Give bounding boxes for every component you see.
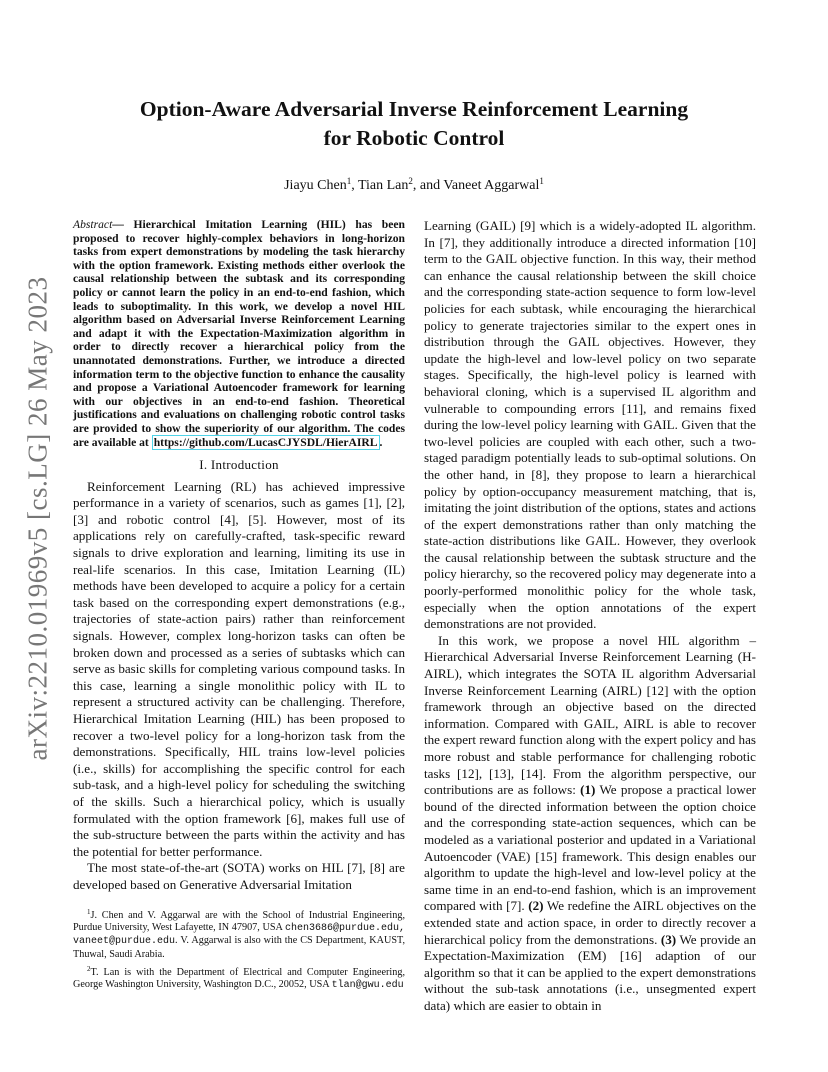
right-paragraph-2 [424, 633, 756, 1015]
contribution-1-mark: (1) [580, 782, 596, 798]
author-3: , and Vaneet Aggarwal [412, 178, 540, 193]
footnote-2 [73, 963, 405, 992]
contribution-3-text: We provide an Expectation-Maximization (EM) [16] adaption of our algorithm so that it can be applied to the expert demonstrations without the sub-task annotations (i.e., unsegmented expert data) which are easier to obtain in [424, 931, 756, 1013]
right-paragraph-1: Learning (GAIL) [9] which is a widely-adopted IL algorithm. In [7], they additionally introduce a directed information [10] term to the GAIL objective function. In this way, their method can enhance the causal relationship between the skill choice and the corresponding state-action sequence to form low-level policies for each subtask, while encouraging the hierarchical policy to generate trajectories similar to the expert ones in distribution through the GAIL objectives. However, they update the high-level and low-level policy on two separate stages. Specifically, the high-level policy is learned with behavioral cloning, which is a supervised IL algorithm and vulnerable to compounding errors [11], and remains fixed during the low-level policy learning with GAIL. Given that the two-level policies are coupled with each other, such a two-staged paradigm potentially leads to sub-optimal solutions. On the other hand, in [8], they propose to learn a hierarchical policy by option-occupancy measurement matching, that is, imitating the joint distribution of the options, states and actions of the expert demonstrations rather than only matching the state-action distributions like GAIL. However, they overlook the causal relationship between the subtask structure and the policy hierarchy, so the recovered policy may degenerate into a poorly-performed monolithic policy for the whole task, especially when the option annotations of the expert demonstrations are not provided. [424, 218, 756, 632]
left-column [73, 218, 405, 894]
contribution-2-text: We redefine the AIRL objectives on the extended state and action space, in order to directly recover a hierarchical policy from the demonstrations. [424, 898, 757, 947]
author-1-affiliation: 1 [346, 176, 352, 186]
intro-paragraph-1: Reinforcement Learning (RL) has achieved impressive performance in a variety of scenarios, such as games [1], [2], [3] and robotic control [4], [5]. However, most of its applications rely on carefully-crafted, task-specific reward signals to drive exploration and learning, limiting its use in real-life scenarios. In this case, Imitation Learning (IL) methods have been developed to acquire a policy for a certain task based on the corresponding expert demonstrations (e.g., trajectories of state-action pairs) rather than reinforcement signals. However, complex long-horizon tasks can often be broken down and processed as a series of subtasks which can serve as basic skills for completing various compound tasks. In this case, learning a single monolithic policy with IL to represent a structured activity can be challenging. Therefore, Hierarchical Imitation Learning (HIL) has been proposed to recover a two-level policy for a long-horizon task from the demonstrations. Specifically, HIL trains low-level policies (i.e., skills) for accomplishing the specific control for each sub-task, and a high-level policy for scheduling the switching of the skills. Such a hierarchical policy, which is usually formulated with the option framework [6], makes full use of the sub-structure between the parts within the activity and has the potential for better performance. [73, 478, 405, 859]
abstract-label: Abstract [73, 218, 113, 231]
abstract-body: Hierarchical Imitation Learning (HIL) has been proposed to recover highly-complex behaviors in long-horizon tasks from expert demonstrations by modeling the task hierarchy with the option framework. Existing methods either overlook the causal relationship between the subtask and its corresponding policy or cannot learn the policy in an end-to-end fashion, which leads to suboptimality. In this work, we develop a novel HIL algorithm based on Adversarial Inverse Reinforcement Learning and adapt it with the Expectation-Maximization algorithm in order to directly recover a hierarchical policy from the unannotated demonstrations. Further, we introduce a directed information term to the objective function to enhance the causality and propose a Variational Autoencoder framework for learning with our objectives in an end-to-end fashion. Theoretical justifications and evaluations on challenging robotic control tasks are provided to show the superiority of our algorithm. The codes are available at [73, 218, 405, 449]
section-heading-introduction: I. Introduction [199, 457, 279, 473]
abstract-dash: — [112, 218, 134, 231]
abstract [73, 218, 405, 449]
footnote-1-text: J. Chen and V. Aggarwal are with the School of Industrial Engineering, Purdue University, West Lafayette, IN 47907, USA [73, 910, 405, 934]
abstract-end: . [379, 435, 383, 449]
author-2: , Tian Lan [351, 178, 409, 193]
contribution-2-mark: (2) [528, 898, 544, 914]
footnote-1-email: chen3686@purdue.edu, vaneet@purdue.edu [73, 923, 405, 948]
contribution-intro: In this work, we propose a novel HIL algorithm – Hierarchical Adversarial Inverse Reinforcement Learning (H-AIRL), which integrates the SOTA IL algorithm Adversarial Inverse Reinforcement Learning (AIRL) [12] with the option framework through an objective based on the directed information. Compared with GAIL, AIRL is able to recover the expert reward function along with the expert policy and has more robust and stable performance for challenging robotic tasks [12], [13], [14]. From the algorithm perspective, our contributions are as follows: [424, 632, 756, 798]
title-line-1: Option-Aware Adversarial Inverse Reinforcement Learning [139, 97, 689, 121]
author-3-affiliation: 1 [539, 176, 544, 186]
arxiv-identifier-text: arXiv:2210.01969v5 [cs.LG] 26 May 2023 [22, 276, 53, 760]
contribution-3-mark: (3) [660, 931, 677, 947]
footnote-1-tail: . V. Aggarwal is also with the CS Department, KAUST, Thuwal, Saudi Arabia. [73, 935, 405, 960]
footnote-2-mark: 2 [87, 964, 91, 973]
author-list [0, 171, 828, 196]
footnote-1 [73, 906, 405, 961]
right-column [424, 218, 756, 1015]
intro-paragraph-2: The most state-of-the-art (SOTA) works on HIL [7], [8] are developed based on Generative Adversarial Imitation [73, 860, 405, 892]
author-1: Jiayu Chen [284, 178, 347, 193]
footnotes [73, 906, 405, 994]
contribution-1-text: We propose a practical lower bound of the directed information between the option choice and the corresponding state-action sequences, which can be modeled as a variational posterior and updated in a Variational Autoencoder (VAE) [15] framework. This design enables our algorithm to update the high-level and low-level policy at the same time in an end-to-end fashion, which is an improvement compared with [7]. [424, 782, 756, 914]
title-line-2: for Robotic Control [323, 126, 505, 150]
footnote-2-text: T. Lan is with the Department of Electrical and Computer Engineering, George Washington University, Washington D.C., 20052, USA [73, 966, 405, 991]
code-link[interactable]: https://github.com/LucasCJYSDL/HierAIRL [153, 435, 378, 449]
footnote-2-email: tlan@gwu.edu [331, 980, 404, 992]
footnote-1-mark: 1 [87, 908, 91, 916]
author-2-affiliation: 2 [408, 176, 413, 186]
paper-title [0, 95, 828, 153]
arxiv-identifier [22, 268, 54, 768]
